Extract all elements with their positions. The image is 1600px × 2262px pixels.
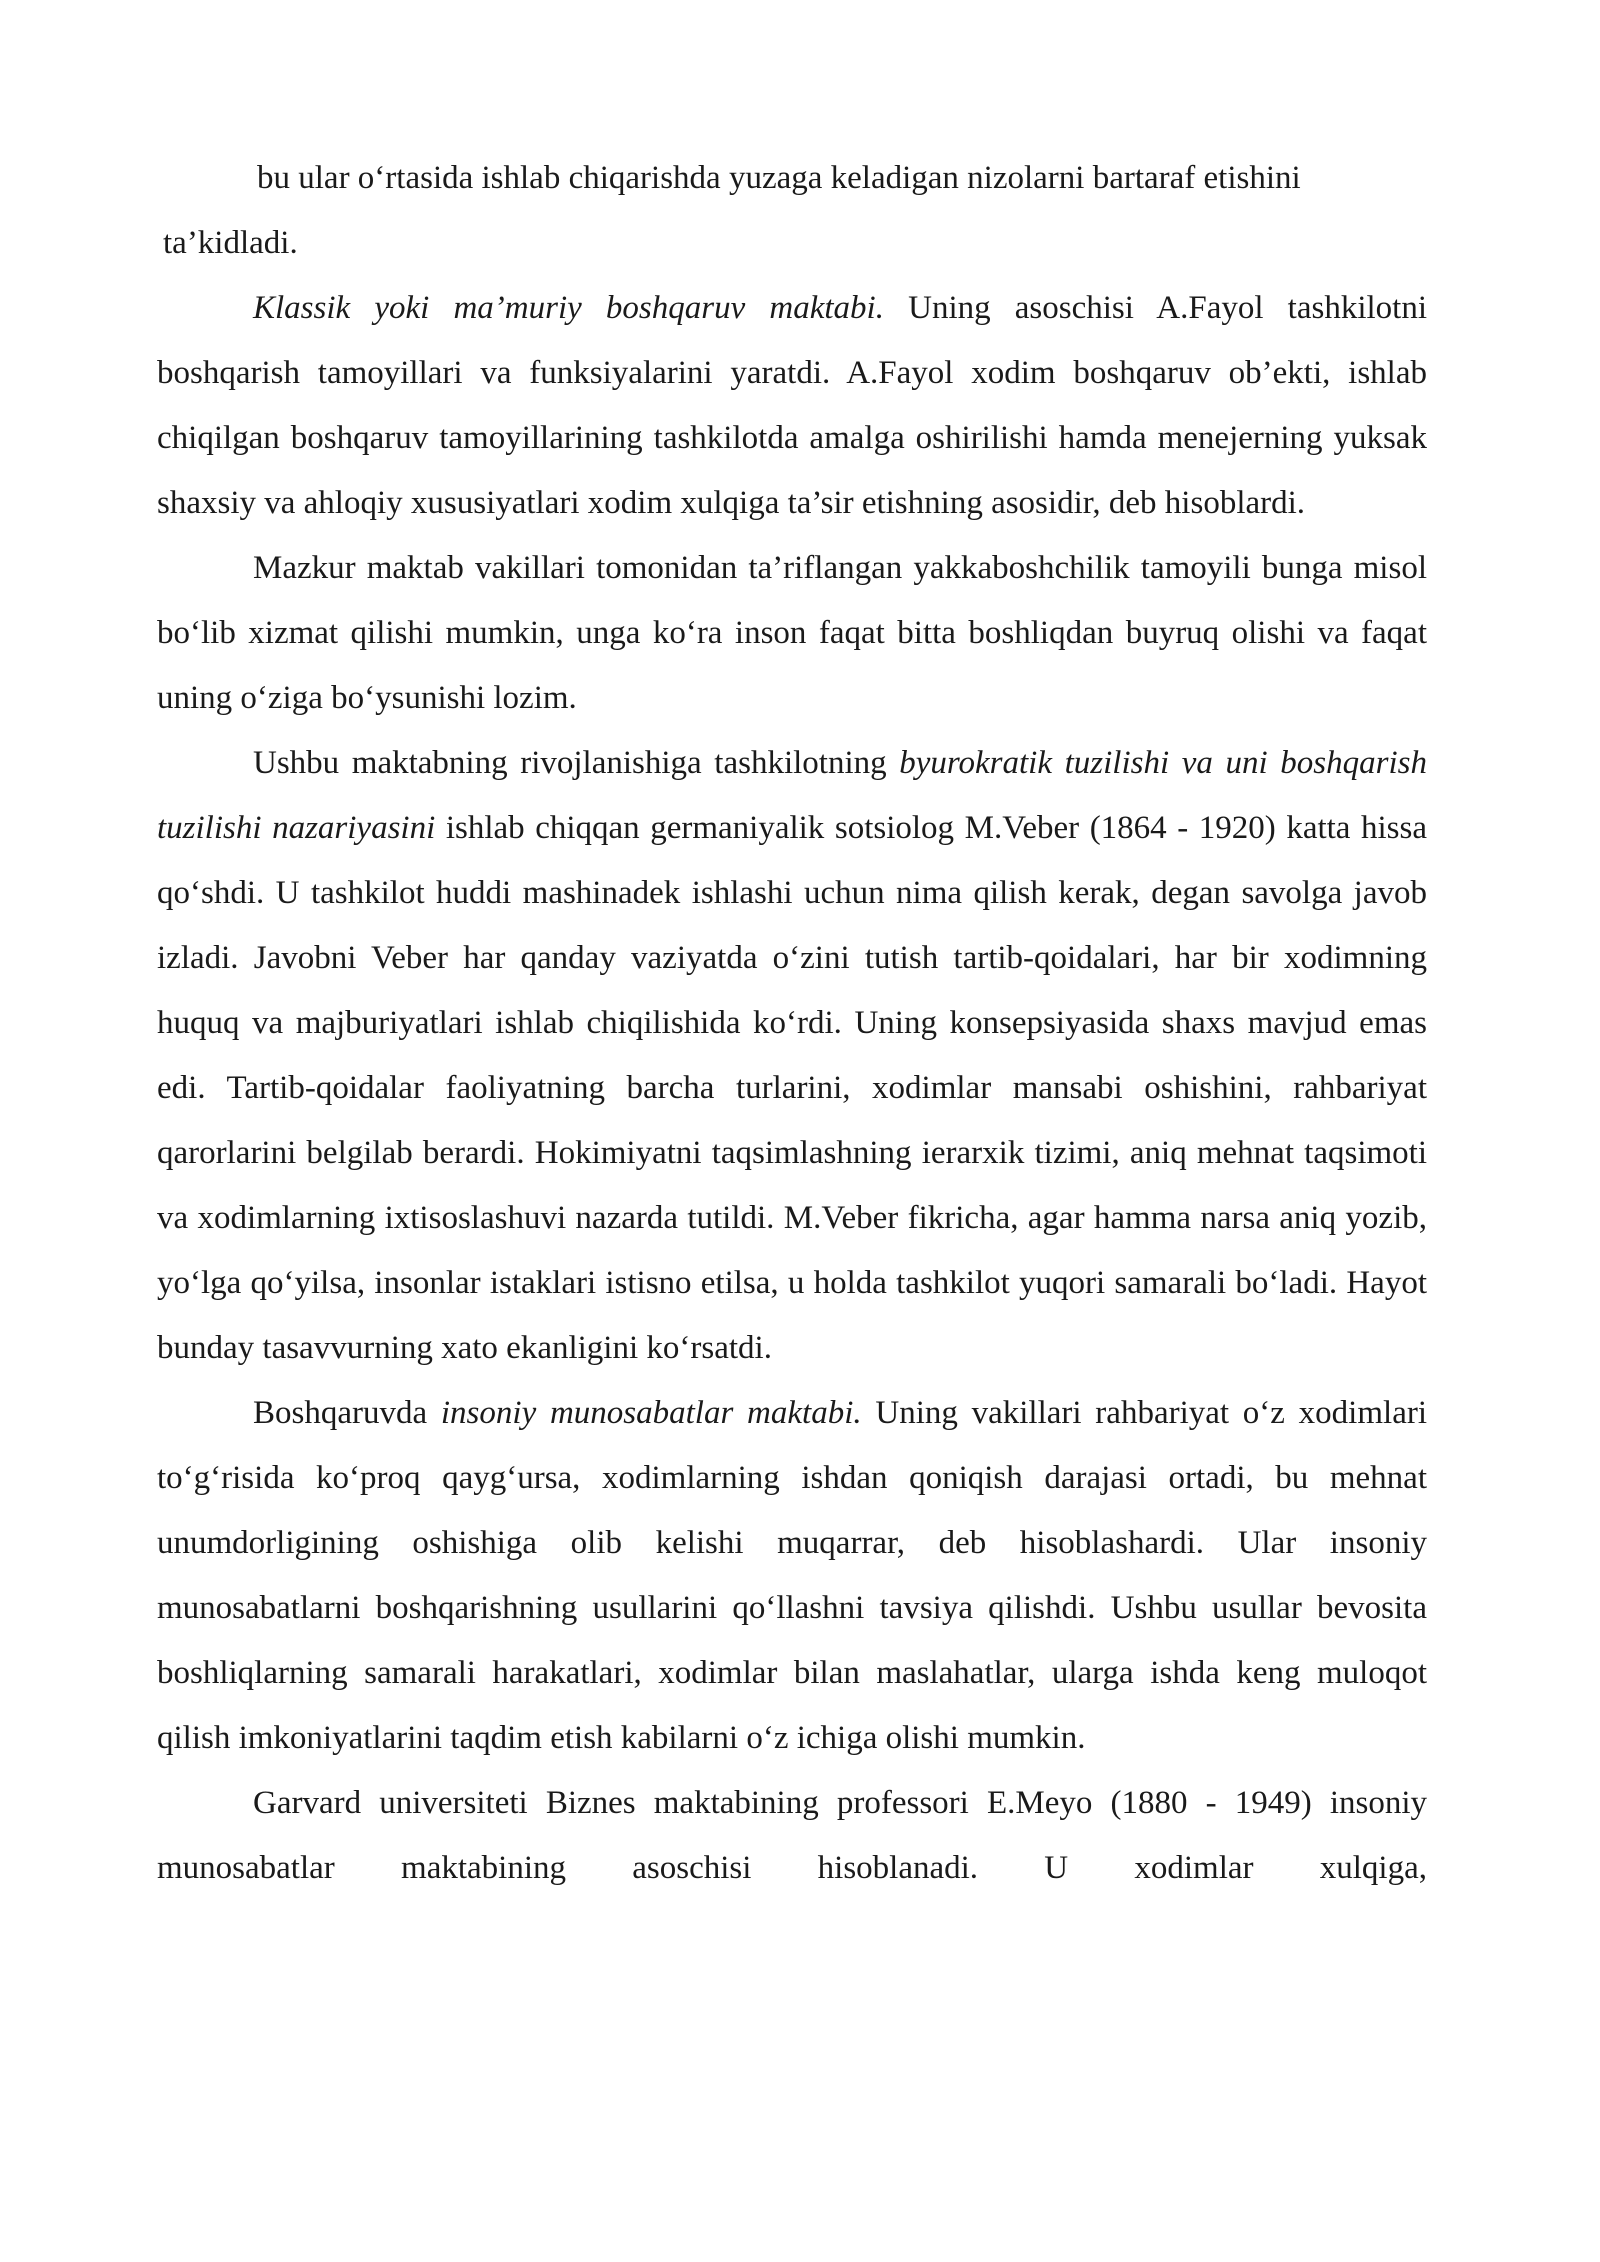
paragraph-continuation	[157, 146, 1427, 276]
mayo-text: Garvard universiteti Biznes maktabining professori E.Meyo (1880 - 1949) insoniy munosabatlar maktabining asoschisi hisoblanadi. U xodimlar xulqiga,	[157, 1785, 1427, 1886]
paragraph-human-relations	[157, 1381, 1427, 1771]
paragraph-unity-of-command	[157, 536, 1427, 731]
continuation-line-2: ta’kidladi.	[163, 225, 298, 261]
continuation-line-1: bu ular o‘rtasida ishlab chiqarishda yuzaga keladigan nizolarni bartaraf etishini	[257, 160, 1301, 196]
paragraph-mayo	[157, 1771, 1427, 1901]
classical-school-text: Uning asoschisi A.Fayol tashkilotni boshqarish tamoyillari va funksiyalarini yaratdi. A.Fayol xodim boshqaruv ob’ekti, ishlab chiqilgan boshqaruv tamoyillarining tashkilotda amalga oshirilishi hamda menejerning yuksak shaxsiy va ahloqiy xususiyatlari xodim xulqiga ta’sir etishning asosidir, deb hisoblardi.	[157, 290, 1427, 521]
bureaucracy-text-after: ishlab chiqqan germaniyalik sotsiolog M.Veber (1864 - 1920) katta hissa qo‘shdi. U tashkilot huddi mashinadek ishlashi uchun nima qilish kerak, degan savolga javob izladi. Javobni Veber har qanday vaziyatda o‘zini tutish tartib-qoidalari, har bir xodimning huquq va majburiyatlari ishlab chiqilishida ko‘rdi. Uning konsepsiyasida shaxs mavjud emas edi. Tartib-qoidalar faoliyatning barcha turlarini, xodimlar mansabi oshishini, rahbariyat qarorlarini belgilab berardi. Hokimiyatni taqsimlashning ierarxik tizimi, aniq mehnat taqsimoti va xodimlarning ixtisoslashuvi nazarda tutildi. M.Veber fikricha, agar hamma narsa aniq yozib, yo‘lga qo‘yilsa, insonlar istaklari istisno etilsa, u holda tashkilot yuqori samarali bo‘ladi. Hayot bunday tasavvurning xato ekanligini ko‘rsatdi.	[157, 810, 1427, 1366]
human-relations-italic: insoniy munosabatlar maktabi.	[440, 1395, 862, 1431]
paragraph-bureaucracy	[157, 731, 1427, 1381]
human-relations-text-before: Boshqaruvda	[253, 1395, 441, 1431]
classical-school-heading: Klassik yoki ma’muriy boshqaruv maktabi.	[253, 290, 884, 326]
human-relations-text-after: Uning vakillari rahbariyat o‘z xodimlari to‘g‘risida ko‘proq qayg‘ursa, xodimlarning ishdan qoniqish darajasi ortadi, bu mehnat unumdorligining oshishiga olib kelishi muqarrar, deb hisoblashardi. Ular insoniy munosabatlarni boshqarishning usullarini qo‘llashni tavsiya qilishdi. Ushbu usullar bevosita boshliqlarning samarali harakatlari, xodimlar bilan maslahatlar, ularga ishda keng muloqot qilish imkoniyatlarini taqdim etish kabilarni o‘z ichiga olishi mumkin.	[157, 1395, 1427, 1756]
body-text	[157, 146, 1427, 1901]
bureaucracy-theory-italic: byurokratik tuzilishi va uni boshqarish tuzilishi nazariyasini	[157, 745, 1427, 846]
unity-of-command-text: Mazkur maktab vakillari tomonidan ta’riflangan yakkaboshchilik tamoyili bunga misol bo‘lib xizmat qilishi mumkin, unga ko‘ra inson faqat bitta boshliqdan buyruq olishi va faqat uning o‘ziga bo‘ysunishi lozim.	[157, 550, 1427, 716]
paragraph-classical-school	[157, 276, 1427, 536]
bureaucracy-text-before: Ushbu maktabning rivojlanishiga tashkilotning	[253, 745, 900, 781]
